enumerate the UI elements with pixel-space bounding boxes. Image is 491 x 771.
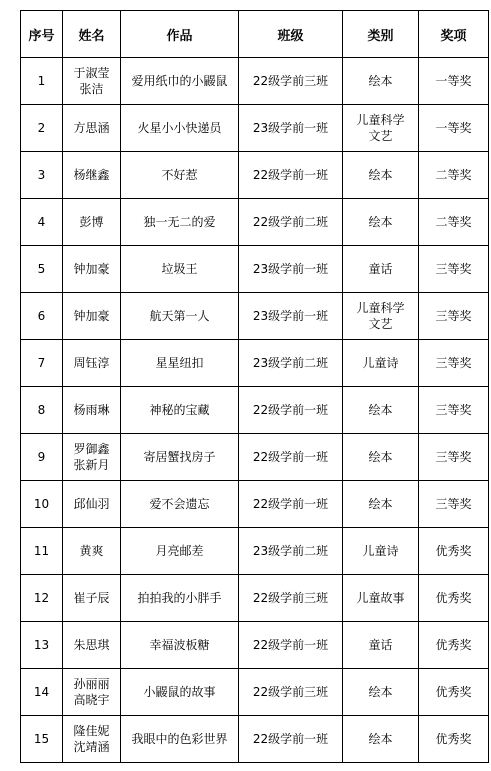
cell-category-line: 儿童诗 (362, 356, 399, 370)
cell-category-line: 绘本 (368, 450, 393, 464)
cell-name-line: 黄爽 (79, 544, 104, 558)
cell-work: 火星小小快递员 (121, 105, 239, 152)
cell-category (343, 246, 419, 293)
cell-award: 三等奖 (419, 481, 489, 528)
cell-name-line: 周钰淳 (73, 356, 110, 370)
cell-name (63, 246, 121, 293)
cell-class: 22级学前一班 (239, 387, 343, 434)
cell-category (343, 58, 419, 105)
cell-name (63, 575, 121, 622)
table-row (21, 152, 489, 199)
cell-name-line: 孙丽丽 (73, 677, 110, 691)
cell-award: 优秀奖 (419, 622, 489, 669)
cell-name-line: 钟加豪 (73, 309, 110, 323)
cell-award: 三等奖 (419, 293, 489, 340)
cell-name-line: 罗御鑫 (73, 442, 110, 456)
cell-class: 23级学前一班 (239, 293, 343, 340)
cell-work: 星星纽扣 (121, 340, 239, 387)
cell-class: 22级学前三班 (239, 575, 343, 622)
cell-category-line: 儿童科学 (356, 301, 405, 315)
cell-work: 我眼中的色彩世界 (121, 716, 239, 763)
cell-award: 三等奖 (419, 387, 489, 434)
header-index: 序号 (21, 11, 63, 58)
cell-work: 不好惹 (121, 152, 239, 199)
cell-award: 优秀奖 (419, 528, 489, 575)
cell-name-line: 张新月 (73, 458, 110, 472)
cell-award: 三等奖 (419, 340, 489, 387)
cell-name (63, 622, 121, 669)
table-row (21, 622, 489, 669)
cell-category-line: 文艺 (368, 317, 393, 331)
cell-name (63, 481, 121, 528)
cell-work: 垃圾王 (121, 246, 239, 293)
cell-class: 22级学前一班 (239, 152, 343, 199)
cell-name-line: 朱思琪 (73, 638, 110, 652)
cell-category-line: 绘本 (368, 732, 393, 746)
header-work: 作品 (121, 11, 239, 58)
cell-class: 22级学前一班 (239, 622, 343, 669)
table-row (21, 58, 489, 105)
cell-name-line: 张洁 (79, 82, 104, 96)
cell-category-line: 绘本 (368, 215, 393, 229)
cell-name (63, 105, 121, 152)
cell-work: 小鼹鼠的故事 (121, 669, 239, 716)
cell-award: 二等奖 (419, 199, 489, 246)
cell-category (343, 105, 419, 152)
cell-category (343, 199, 419, 246)
cell-work: 独一无二的爱 (121, 199, 239, 246)
cell-name-line: 杨继鑫 (73, 168, 110, 182)
table-row (21, 528, 489, 575)
cell-class: 22级学前三班 (239, 669, 343, 716)
table-row (21, 387, 489, 434)
cell-category-line: 儿童科学 (356, 113, 405, 127)
cell-class: 23级学前一班 (239, 105, 343, 152)
cell-name-line: 彭博 (79, 215, 104, 229)
cell-category-line: 文艺 (368, 129, 393, 143)
cell-index: 1 (21, 58, 63, 105)
header-row (21, 11, 489, 58)
table-row (21, 481, 489, 528)
cell-work: 寄居蟹找房子 (121, 434, 239, 481)
cell-award: 一等奖 (419, 105, 489, 152)
cell-class: 22级学前三班 (239, 58, 343, 105)
table-row (21, 434, 489, 481)
cell-index: 8 (21, 387, 63, 434)
cell-work: 爱不会遗忘 (121, 481, 239, 528)
header-category: 类别 (343, 11, 419, 58)
cell-category-line: 童话 (368, 262, 393, 276)
cell-category-line: 绘本 (368, 403, 393, 417)
cell-name-line: 邱仙羽 (73, 497, 110, 511)
cell-index: 15 (21, 716, 63, 763)
cell-category (343, 622, 419, 669)
cell-name-line: 沈靖涵 (73, 740, 110, 754)
cell-name (63, 340, 121, 387)
cell-category (343, 387, 419, 434)
cell-name-line: 隆佳妮 (73, 724, 110, 738)
table-row (21, 246, 489, 293)
cell-category (343, 716, 419, 763)
cell-category (343, 434, 419, 481)
cell-name-line: 钟加豪 (73, 262, 110, 276)
cell-category (343, 293, 419, 340)
cell-work: 神秘的宝藏 (121, 387, 239, 434)
cell-class: 22级学前二班 (239, 199, 343, 246)
cell-award: 优秀奖 (419, 716, 489, 763)
cell-class: 22级学前一班 (239, 716, 343, 763)
cell-name (63, 387, 121, 434)
cell-name-line: 杨雨琳 (73, 403, 110, 417)
cell-name (63, 199, 121, 246)
cell-award: 二等奖 (419, 152, 489, 199)
table-row (21, 105, 489, 152)
cell-work: 爱用纸巾的小鼹鼠 (121, 58, 239, 105)
cell-index: 7 (21, 340, 63, 387)
cell-name (63, 434, 121, 481)
cell-category-line: 绘本 (368, 74, 393, 88)
cell-award: 一等奖 (419, 58, 489, 105)
cell-award: 优秀奖 (419, 669, 489, 716)
cell-award: 三等奖 (419, 434, 489, 481)
cell-category (343, 528, 419, 575)
cell-work: 拍拍我的小胖手 (121, 575, 239, 622)
cell-category (343, 669, 419, 716)
table-row (21, 575, 489, 622)
table-row (21, 340, 489, 387)
cell-index: 3 (21, 152, 63, 199)
cell-name (63, 716, 121, 763)
cell-category (343, 340, 419, 387)
cell-name (63, 669, 121, 716)
table-row (21, 293, 489, 340)
cell-work: 月亮邮差 (121, 528, 239, 575)
cell-index: 4 (21, 199, 63, 246)
cell-category-line: 童话 (368, 638, 393, 652)
cell-index: 10 (21, 481, 63, 528)
header-name: 姓名 (63, 11, 121, 58)
table-row (21, 199, 489, 246)
cell-class: 23级学前二班 (239, 528, 343, 575)
cell-award: 三等奖 (419, 246, 489, 293)
cell-name (63, 293, 121, 340)
cell-name (63, 152, 121, 199)
cell-index: 9 (21, 434, 63, 481)
cell-work: 幸福波板糖 (121, 622, 239, 669)
table-row (21, 669, 489, 716)
cell-category (343, 481, 419, 528)
table-body (21, 58, 489, 763)
cell-index: 2 (21, 105, 63, 152)
cell-index: 6 (21, 293, 63, 340)
cell-index: 14 (21, 669, 63, 716)
cell-name-line: 于淑莹 (73, 66, 110, 80)
cell-class: 23级学前一班 (239, 246, 343, 293)
cell-name-line: 崔子辰 (73, 591, 110, 605)
cell-category-line: 绘本 (368, 685, 393, 699)
cell-index: 12 (21, 575, 63, 622)
cell-category-line: 儿童诗 (362, 544, 399, 558)
cell-category-line: 绘本 (368, 168, 393, 182)
header-class: 班级 (239, 11, 343, 58)
cell-index: 5 (21, 246, 63, 293)
cell-category-line: 儿童故事 (356, 591, 405, 605)
cell-index: 13 (21, 622, 63, 669)
cell-award: 优秀奖 (419, 575, 489, 622)
cell-class: 22级学前一班 (239, 434, 343, 481)
cell-name (63, 58, 121, 105)
cell-category-line: 绘本 (368, 497, 393, 511)
cell-work: 航天第一人 (121, 293, 239, 340)
cell-name (63, 528, 121, 575)
cell-name-line: 高晓宇 (73, 693, 110, 707)
cell-category (343, 152, 419, 199)
cell-index: 11 (21, 528, 63, 575)
table-row (21, 716, 489, 763)
cell-class: 22级学前一班 (239, 481, 343, 528)
cell-class: 23级学前二班 (239, 340, 343, 387)
cell-name-line: 方思涵 (73, 121, 110, 135)
header-award: 奖项 (419, 11, 489, 58)
cell-category (343, 575, 419, 622)
awards-table (20, 10, 489, 763)
